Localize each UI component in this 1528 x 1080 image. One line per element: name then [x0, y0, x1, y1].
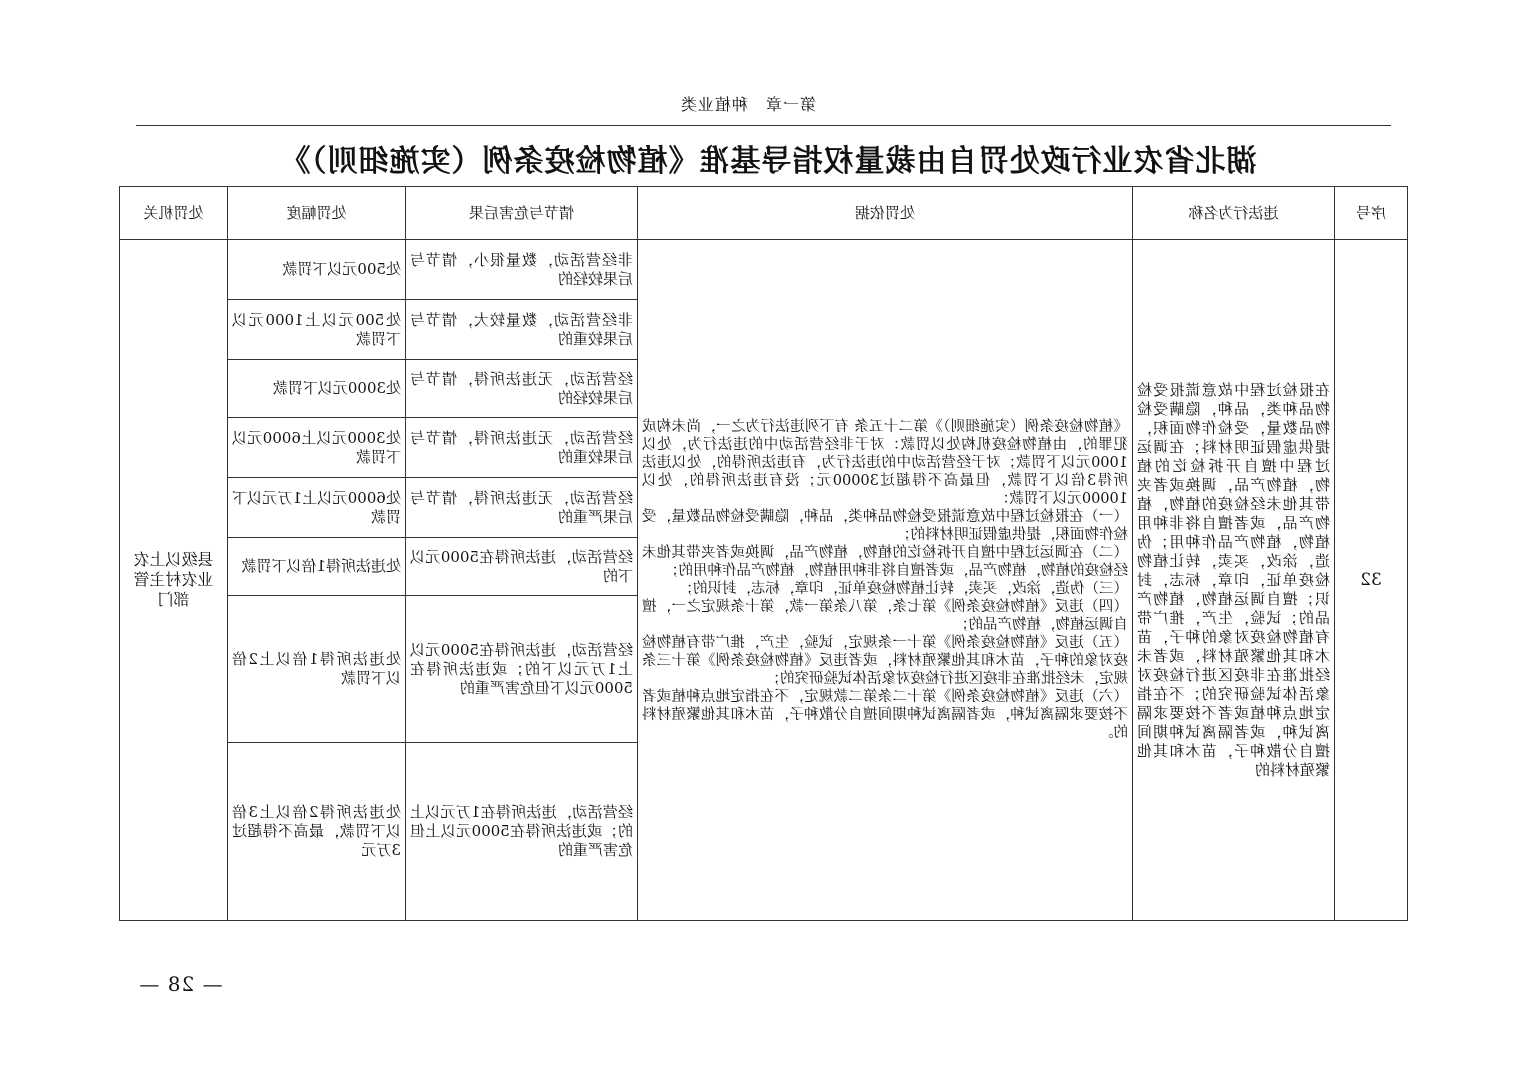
penalty-range-cell: 处3000元以上6000元以下罚款 — [228, 418, 406, 478]
circumstance-cell: 经营活动，无违法所得，情节与后果较轻的 — [406, 360, 638, 418]
penalty-basis — [638, 240, 1133, 921]
circumstance-cell: 非经营活动，数量很小，情节与后果较轻的 — [406, 240, 638, 300]
header-violation-name: 违法行为名称 — [1133, 187, 1335, 240]
penalty-range-cell: 处违法所得1倍以上2倍以下罚款 — [228, 596, 406, 743]
document-title: 湖北省农业行政处罚自由裁量权指导基准《植物检疫条例（实施细则）》 — [279, 144, 1257, 179]
header-circumstance: 情节与危害后果 — [406, 187, 638, 240]
penalty-table — [119, 186, 1408, 921]
header-basis: 处罚依据 — [638, 187, 1133, 240]
header-penalty-range: 处罚幅度 — [228, 187, 406, 240]
penalty-range-cell: 处500元以上1000元以下罚款 — [228, 300, 406, 360]
circumstance-cell: 非经营活动，数量较大，情节与后果较重的 — [406, 300, 638, 360]
penalty-range-cell: 处违法所得1倍以下罚款 — [228, 538, 406, 596]
header-authority: 处罚机关 — [120, 187, 228, 240]
penalty-basis-text: 《植物检疫条例（实施细则）》第二十五条 有下列违法行为之一，尚未构成犯罪的，由植物检疫机构处以罚款：对于非经营活动中的违法行为，处以1000元以下罚款；对于经营活动中的违法行为，有违法所得的，处以违法所得3倍以下罚款，但最高不得超过30000元；没有违法所得的，处以10000元以下罚款： （一）在报检过程中故意谎报受检物品种类，品种，隐瞒受检物品数量，受检作物面积，提供虚假证明材料的； （二）在调运过程中擅自开拆检讫的植物，植物产品，调换或者夹带其他未经检疫的植物，植物产品，或者擅自将非种用植物，植物产品作种用的； （三）伪造，涂改，买卖，转让植物检疫单证，印章，标志，封识的； （四）违反《植物检疫条例》第七条，第八条第一款，第十条规定之一，擅自调运植物，植物产品的； （五）违反《植物检疫条例》第十一条规定，试验，生产，推广带有植物检疫对象的种子，苗木和其他繁殖材料，或者违反《植物检疫条例》第十三条规定，未经批准在非疫区进行检疫对象活体试验研究的； （六）违反《植物检疫条例》第十二条第二款规定，不在指定地点种植或者不按要求隔离试种，或者隔离试种期间擅自分散种子，苗木和其他繁殖材料的。 — [642, 419, 1128, 741]
penalty-range-cell: 处500元以下罚款 — [228, 240, 406, 300]
circumstance-cell: 经营活动，违法所得在5000元以下的 — [406, 538, 638, 596]
penalty-range-cell: 处3000元以下罚款 — [228, 360, 406, 418]
row-number: 32 — [1335, 240, 1408, 921]
circumstance-cell: 经营活动，违法所得在1万元以上的；或违法所得在5000元以上但危害严重的 — [406, 743, 638, 921]
page-number: — 28 — — [138, 972, 223, 996]
header-no: 序号 — [1335, 187, 1408, 240]
penalty-authority: 县级以上农业农村主管部门 — [120, 240, 228, 921]
circumstance-cell: 经营活动，无违法所得，情节与后果严重的 — [406, 478, 638, 538]
table-row — [120, 240, 1408, 300]
header-rule — [136, 125, 1391, 126]
circumstance-cell: 经营活动，无违法所得，情节与后果较重的 — [406, 418, 638, 478]
chapter-header: 第一章 种植业类 — [680, 95, 817, 114]
circumstance-cell: 经营活动，违法所得在5000元以上1万元以下的；或违法所得在5000元以下但危害严重的 — [406, 596, 638, 743]
table-header-row — [120, 187, 1408, 240]
penalty-range-cell: 处违法所得2倍以上3倍以下罚款，最高不得超过3万元 — [228, 743, 406, 921]
violation-name: 在报检过程中故意谎报受检物品种类，品种，隐瞒受检物品数量，受检作物面积，提供虚假证明材料；在调运过程中擅自开拆检讫的植物，植物产品，调换或者夹带其他未经检疫的植物，植物产品，或者擅自将非种用植物，植物产品作种用；伪造，涂改，买卖，转让植物检疫单证，印章，标志，封识；擅自调运植物，植物产品的；试验，生产，推广带有植物检疫对象的种子，苗木和其他繁殖材料，或者未经批准在非疫区进行检疫对象活体试验研究的；不在指定地点种植或者不按要求隔离试种，或者隔离试种期间擅自分散种子，苗木和其他繁殖材料的 — [1133, 240, 1335, 921]
penalty-range-cell: 处6000元以上1万元以下罚款 — [228, 478, 406, 538]
